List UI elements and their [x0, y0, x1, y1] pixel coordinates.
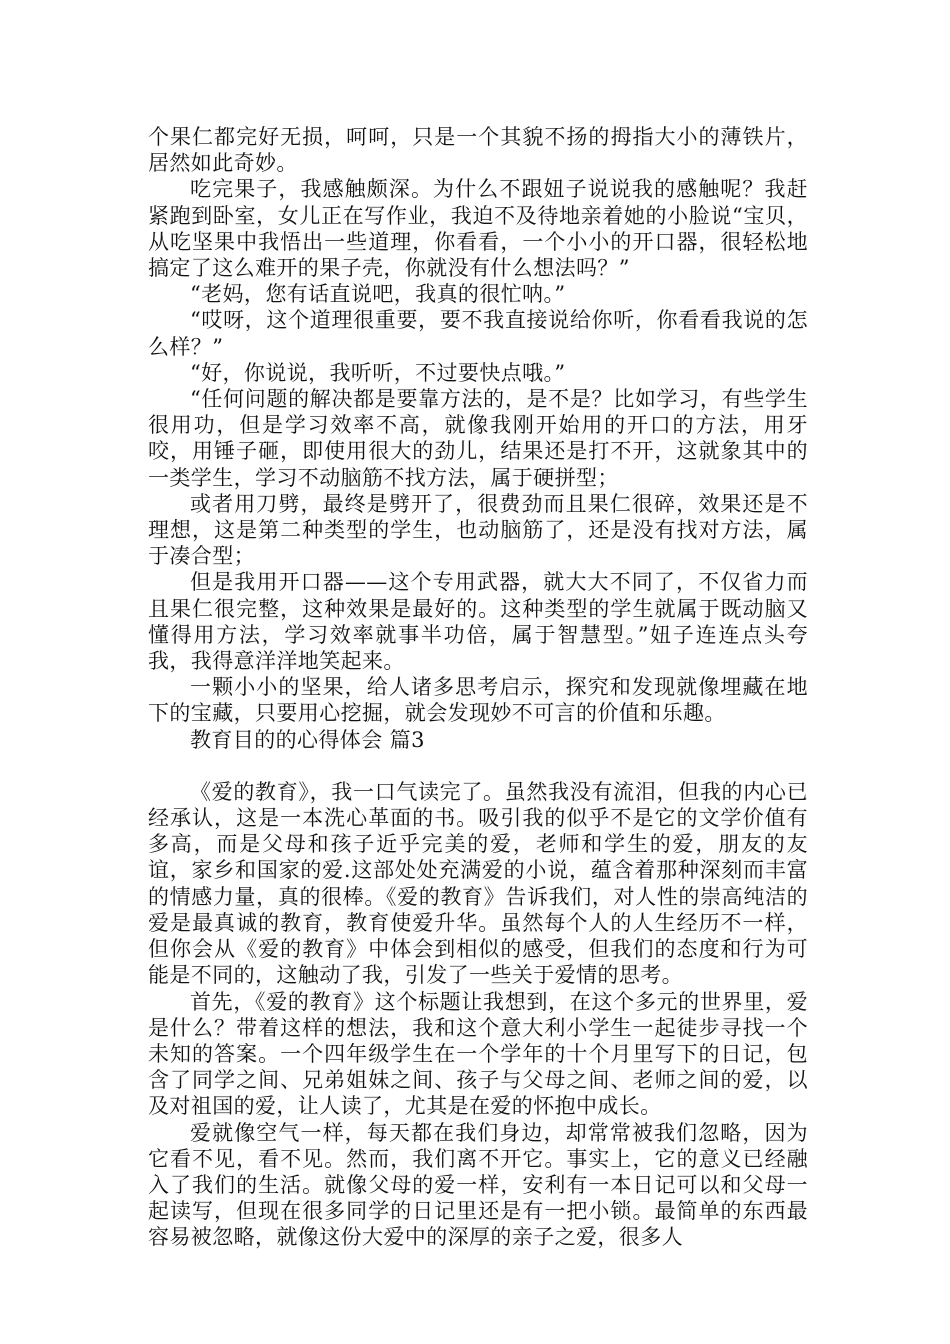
paragraph-continuation: 个果仁都完好无损，呵呵，只是一个其貌不扬的拇指大小的薄铁片，居然如此奇妙。: [148, 125, 808, 176]
paragraph: 或者用刀劈，最终是劈开了，很费劲而且果仁很碎，效果还是不理想，这是第二种类型的学生，也动脑筋了，还是没有找对方法，属于凑合型；: [148, 491, 808, 569]
paragraph: 但是我用开口器——这个专用武器，就大大不同了，不仅省力而且果仁很完整，这种效果是最好的。这种类型的学生就属于既动脑又懂得用方法，学习效率就事半功倍，属于智慧型。”妞子连连点头夸我，我得意洋洋地笑起来。: [148, 570, 808, 674]
paragraph: 首先，《爱的教育》这个标题让我想到，在这个多元的世界里，爱是什么？带着这样的想法，我和这个意大利小学生一起徒步寻找一个未知的答案。一个四年级学生在一个学年的十个月里写下的日记，包含了同学之间、兄弟姐妹之间、孩子与父母之间、老师之间的爱，以及对祖国的爱，让人读了，尤其是在爱的怀抱中成长。: [148, 989, 808, 1119]
paragraph-dialogue: “老妈，您有话直说吧，我真的很忙呐。”: [190, 282, 566, 307]
paragraph: 吃完果子，我感触颇深。为什么不跟妞子说说我的感触呢？我赶紧跑到卧室，女儿正在写作业，我迫不及待地亲着她的小脸说“宝贝，从吃坚果中我悟出一些道理，你看看，一个小小的开口器，很轻松地搞定了这么难开的果子壳，你就没有什么想法吗？”: [148, 177, 808, 281]
paragraph: 爱就像空气一样，每天都在我们身边，却常常被我们忽略，因为它看不见，看不见。然而，我们离不开它。事实上，它的意义已经融入了我们的生活。就像父母的爱一样，安利有一本日记可以和父母一起读写，但现在很多同学的日记里还是有一把小锁。最简单的东西最容易被忽略，就像这份大爱中的深厚的亲子之爱，很多人: [148, 1120, 808, 1250]
paragraph-dialogue: “好，你说说，我听听，不过要快点哦。”: [190, 360, 566, 385]
section-heading: 教育目的的心得体会 篇3: [190, 727, 425, 752]
paragraph: “任何问题的解决都是要靠方法的，是不是？比如学习，有些学生很用功，但是学习效率不高，就像我刚开始用的开口的方法，用牙咬，用锤子砸，即使用很大的劲儿，结果还是打不开，这就象其中的一类学生，学习不动脑筋不找方法，属于硬拼型；: [148, 387, 808, 490]
document-page: [148, 124, 808, 1251]
paragraph: 《爱的教育》，我一口气读完了。虽然我没有流泪，但我的内心已经承认，这是一本洗心革面的书。吸引我的似乎不是它的文学价值有多高，而是父母和孩子近乎完美的爱，老师和学生的爱，朋友的友谊，家乡和国家的爱.这部处处充满爱的小说，蕴含着那种深刻而丰富的情感力量，真的很棒。《爱的教育》告诉我们，对人性的崇高纯洁的爱是最真诚的教育，教育使爱升华。虽然每个人的人生经历不一样，但你会从《爱的教育》中体会到相似的感受，但我们的态度和行为可能是不同的，这触动了我，引发了一些关于爱情的思考。: [148, 779, 808, 988]
blank-line: [148, 753, 808, 779]
paragraph: 一颗小小的坚果，给人诸多思考启示，探究和发现就像埋藏在地下的宝藏，只要用心挖掘，就会发现妙不可言的价值和乐趣。: [148, 675, 808, 726]
paragraph-dialogue: “哎呀，这个道理很重要，要不我直接说给你听，你看看我说的怎么样？”: [148, 308, 808, 359]
